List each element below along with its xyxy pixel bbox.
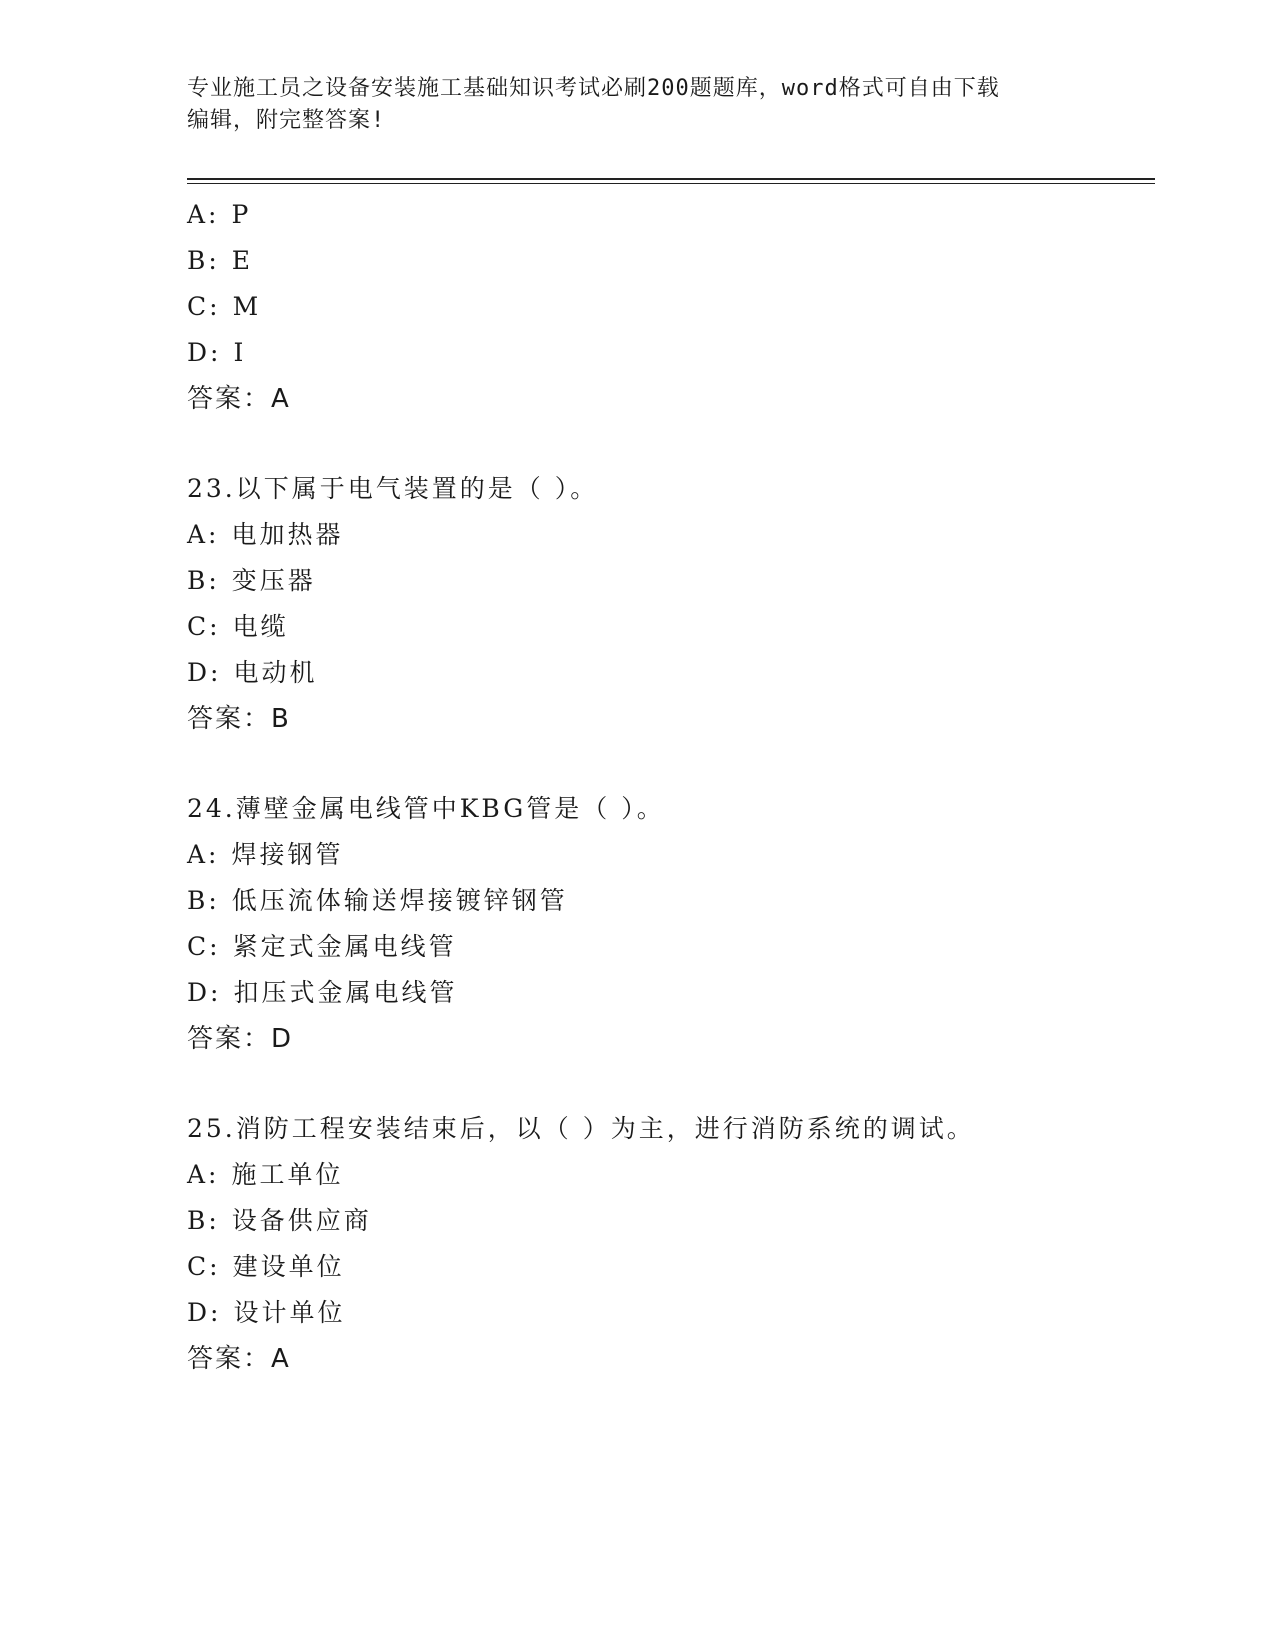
option-text: M xyxy=(232,292,262,321)
option-text: 变压器 xyxy=(231,566,316,595)
option-key: D: xyxy=(187,1298,222,1327)
option-b xyxy=(187,238,1155,284)
option-text: 低压流体输送焊接镀锌钢管 xyxy=(231,886,568,915)
question-24-block xyxy=(187,786,1155,1062)
option-key: D: xyxy=(187,978,222,1007)
question-list xyxy=(187,192,1155,1382)
option-c xyxy=(187,604,1155,650)
option-a xyxy=(187,1152,1155,1198)
option-key: C: xyxy=(187,1252,221,1281)
option-text: 扣压式金属电线管 xyxy=(233,978,458,1007)
document-header xyxy=(187,73,1087,137)
option-key: A: xyxy=(187,520,220,549)
option-key: C: xyxy=(187,292,221,321)
option-key: A: xyxy=(187,840,220,869)
option-d xyxy=(187,970,1155,1016)
answer-line: 答案：D xyxy=(187,1024,294,1054)
option-key: C: xyxy=(187,612,221,641)
option-text: 电动机 xyxy=(233,658,318,687)
option-a xyxy=(187,832,1155,878)
option-d xyxy=(187,650,1155,696)
option-c xyxy=(187,284,1155,330)
option-text: 设备供应商 xyxy=(231,1206,372,1235)
header-divider-thick xyxy=(187,178,1155,180)
option-key: B: xyxy=(187,886,220,915)
answer-line: 答案：B xyxy=(187,704,291,734)
question-text: 23.以下属于电气装置的是（ ）。 xyxy=(187,474,599,503)
option-b xyxy=(187,558,1155,604)
option-key: D: xyxy=(187,338,222,367)
option-key: D: xyxy=(187,658,222,687)
option-text: I xyxy=(233,338,247,367)
option-text: 施工单位 xyxy=(231,1160,344,1189)
option-text: 焊接钢管 xyxy=(231,840,344,869)
option-text: P xyxy=(231,200,252,229)
option-key: B: xyxy=(187,246,220,275)
option-b xyxy=(187,878,1155,924)
answer-line: 答案：A xyxy=(187,1344,291,1374)
option-key: B: xyxy=(187,1206,220,1235)
option-key: C: xyxy=(187,932,221,961)
option-a xyxy=(187,192,1155,238)
option-d xyxy=(187,1290,1155,1336)
option-c xyxy=(187,924,1155,970)
answer-line: 答案：A xyxy=(187,384,291,414)
header-divider-thin xyxy=(187,183,1155,184)
option-c xyxy=(187,1244,1155,1290)
option-d xyxy=(187,330,1155,376)
option-key: A: xyxy=(187,200,220,229)
header-line-2: 编辑，附完整答案! xyxy=(187,108,386,133)
question-23-block xyxy=(187,466,1155,742)
option-text: 设计单位 xyxy=(233,1298,346,1327)
option-a xyxy=(187,512,1155,558)
question-text: 24.薄壁金属电线管中KBG管是（ ）。 xyxy=(187,794,665,823)
option-text: 紧定式金属电线管 xyxy=(232,932,457,961)
question-25-block xyxy=(187,1106,1155,1382)
option-key: B: xyxy=(187,566,220,595)
option-key: A: xyxy=(187,1160,220,1189)
header-line-1: 专业施工员之设备安装施工基础知识考试必刷200题题库，word格式可自由下载 xyxy=(187,76,1000,101)
question-22-block xyxy=(187,192,1155,422)
option-text: 建设单位 xyxy=(232,1252,345,1281)
question-text: 25.消防工程安装结束后，以（ ）为主，进行消防系统的调试。 xyxy=(187,1114,975,1143)
option-text: E xyxy=(231,246,254,275)
option-b xyxy=(187,1198,1155,1244)
option-text: 电加热器 xyxy=(231,520,344,549)
option-text: 电缆 xyxy=(232,612,289,641)
